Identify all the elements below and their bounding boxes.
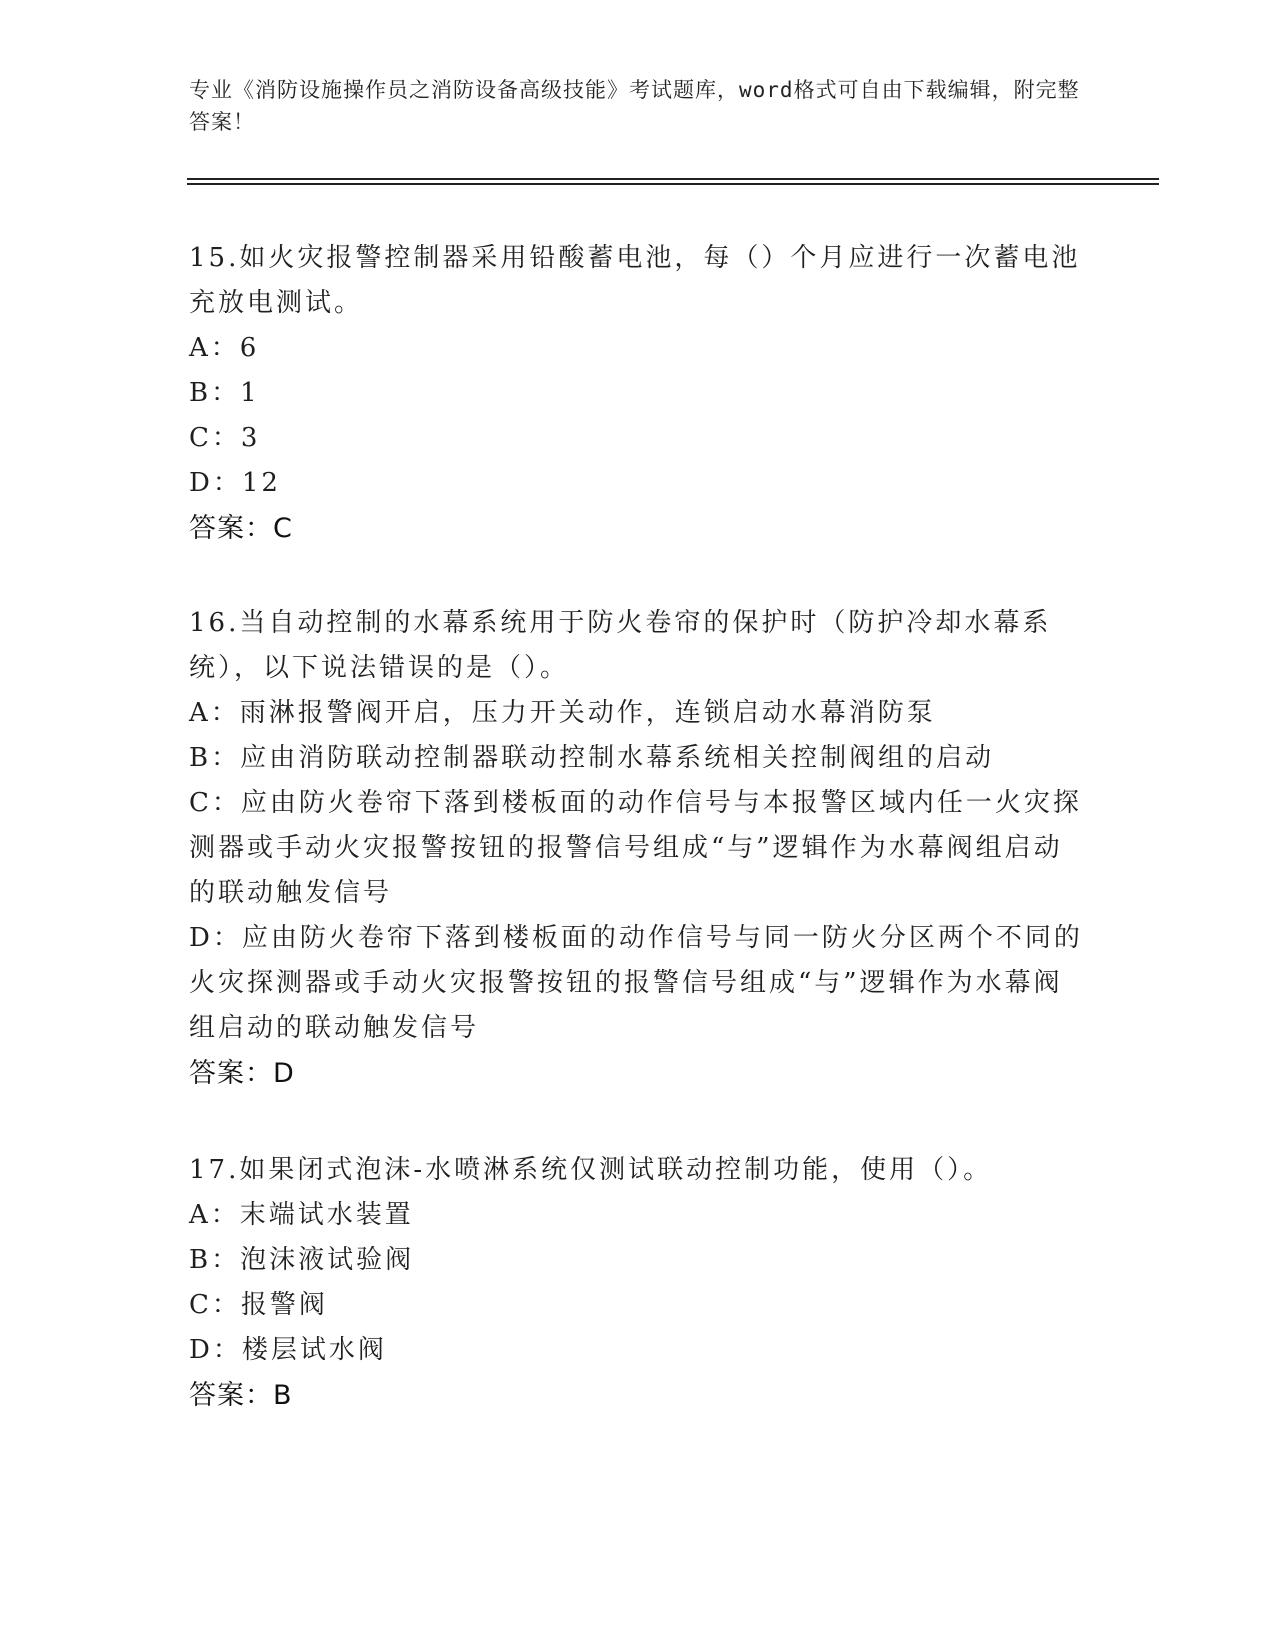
option-d: D：应由防火卷帘下落到楼板面的动作信号与同一防火分区两个不同的火灾探测器或手动火灾报警按钮的报警信号组成“与”逻辑作为水幕阀组启动的联动触发信号 [189,923,1083,1043]
option-b: B：泡沫液试验阀 [189,1245,415,1275]
answer-line: 答案：D [189,1058,295,1089]
option-d: D：12 [189,468,281,498]
question-stem: 15.如火灾报警控制器采用铅酸蓄电池，每（）个月应进行一次蓄电池充放电测试。 [189,243,1081,318]
question-stem: 16.当自动控制的水幕系统用于防火卷帘的保护时（防护冷却水幕系统），以下说法错误的是（）。 [189,608,1052,683]
header-intro-text: 专业《消防设施操作员之消防设备高级技能》考试题库，word格式可自由下载编辑，附完整答案！ [189,78,1080,134]
option-c: C：报警阀 [189,1290,328,1320]
option-d: D：楼层试水阀 [189,1335,387,1365]
header-divider-bottom [187,183,1159,185]
question-17 [189,1148,1089,1418]
option-a: A：雨淋报警阀开启，压力开关动作，连锁启动水幕消防泵 [189,698,936,728]
option-b: B：应由消防联动控制器联动控制水幕系统相关控制阀组的启动 [189,743,995,773]
option-b: B：1 [189,378,260,408]
question-15 [189,236,1089,551]
header-divider-top [187,178,1159,180]
option-a: A：6 [189,333,260,363]
question-stem: 17.如果闭式泡沫-水喷淋系统仅测试联动控制功能，使用（）。 [189,1155,993,1185]
option-c: C：应由防火卷帘下落到楼板面的动作信号与本报警区域内任一火灾探测器或手动火灾报警按钮的报警信号组成“与”逻辑作为水幕阀组启动的联动触发信号 [189,788,1082,908]
answer-line: 答案：B [189,1380,293,1411]
option-c: C：3 [189,423,261,453]
answer-line: 答案：C [189,513,293,544]
option-a: A：末端试水装置 [189,1200,414,1230]
question-16 [189,601,1089,1096]
